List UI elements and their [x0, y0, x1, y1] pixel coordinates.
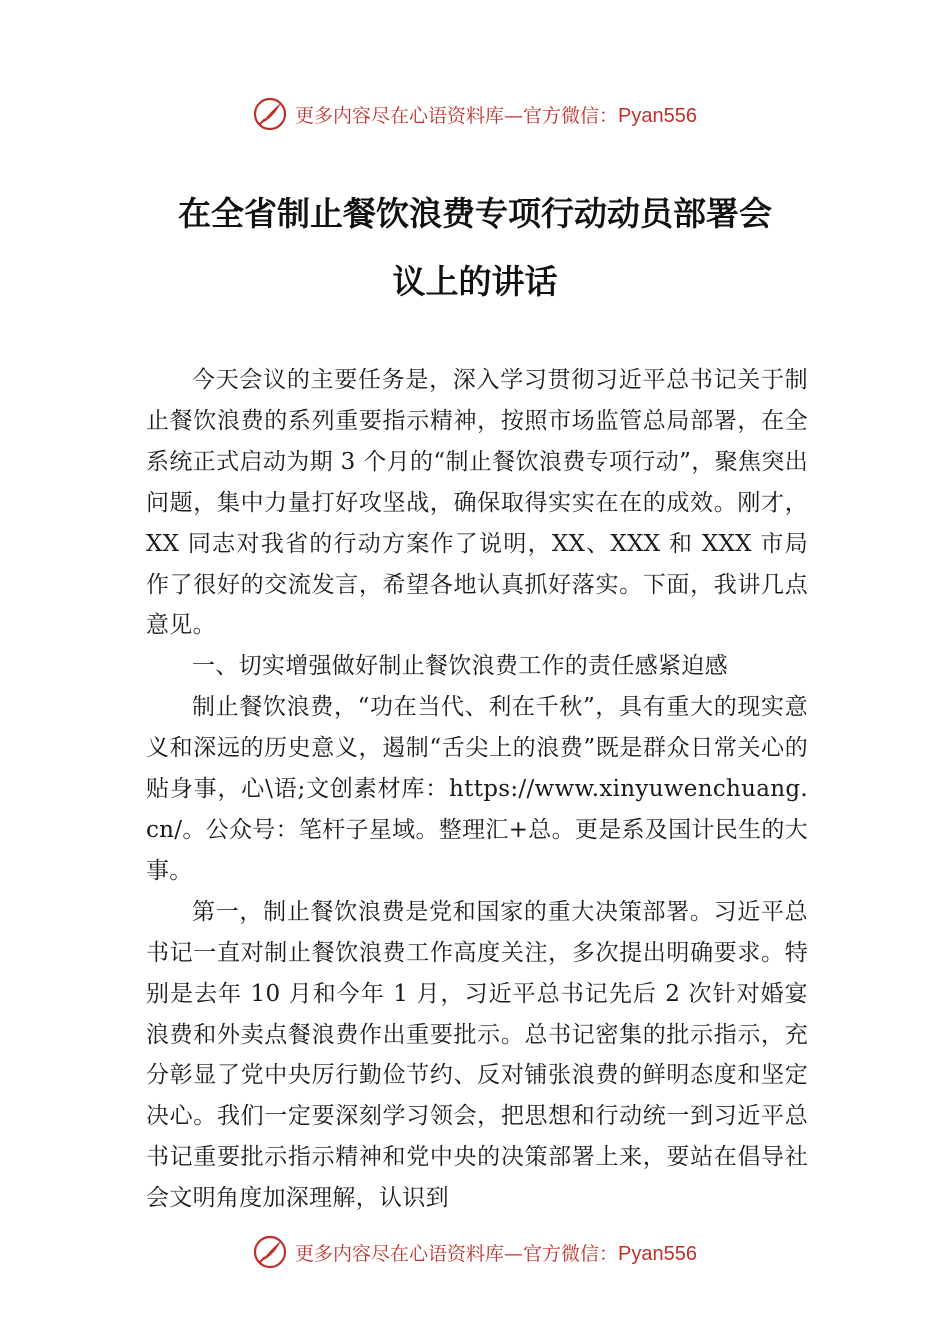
- watermark-text: [295, 101, 697, 128]
- watermark-label: 更多内容尽在心语资料库—官方微信：: [295, 104, 619, 127]
- section-heading-1: 一、切实增强做好制止餐饮浪费工作的责任感紧迫感: [192, 653, 728, 680]
- watermark-banner-bottom: [0, 1232, 950, 1272]
- document-title-line-2: 议上的讲话: [392, 262, 558, 301]
- watermark-label: 更多内容尽在心语资料库—官方微信：: [295, 1242, 619, 1265]
- watermark-banner-top: [0, 94, 950, 134]
- quill-logo-icon: [253, 1235, 287, 1269]
- watermark-text: [295, 1239, 697, 1266]
- paragraph-first-point: 第一，制止餐饮浪费是党和国家的重大决策部署。习近平总书记一直对制止餐饮浪费工作高度关注，多次提出明确要求。特别是去年 10 月和今年 1 月，习近平总书记先后 2 次针对婚宴浪费和外卖点餐浪费作出重要批示。总书记密集的批示指示，充分彰显了党中央厉行勤俭节约、反对铺张浪费的鲜明态度和坚定决心。我们一定要深刻学习领会，把思想和行动统一到习近平总书记重要批示指示精神和党中央的决策部署上来，要站在倡导社会文明角度加深理解，认识到: [146, 898, 808, 1212]
- watermark-wechat-id: Pyan556: [618, 1242, 697, 1265]
- quill-logo-icon: [253, 97, 287, 131]
- watermark-wechat-id: Pyan556: [618, 104, 697, 127]
- paragraph-intro: 今天会议的主要任务是，深入学习贯彻习近平总书记关于制止餐饮浪费的系列重要指示精神，按照市场监管总局部署，在全系统正式启动为期 3 个月的“制止餐饮浪费专项行动”，聚焦突出问题，集中力量打好攻坚战，确保取得实实在在的成效。刚才，XX 同志对我省的行动方案作了说明，XX、XXX 和 XXX 市局作了很好的交流发言，希望各地认真抓好落实。下面，我讲几点意见。: [146, 367, 808, 639]
- document-body: [146, 360, 808, 1219]
- document-title-line-1: 在全省制止餐饮浪费专项行动动员部署会: [178, 194, 772, 233]
- paragraph-significance: 制止餐饮浪费，“功在当代、利在千秋”，具有重大的现实意义和深远的历史意义，遏制“舌尖上的浪费”既是群众日常关心的贴身事，心\语;文创素材库：https://www.xinyuwenchuang.cn/。公众号：笔杆子星域。整理汇+总。更是系及国计民生的大事。: [146, 694, 808, 884]
